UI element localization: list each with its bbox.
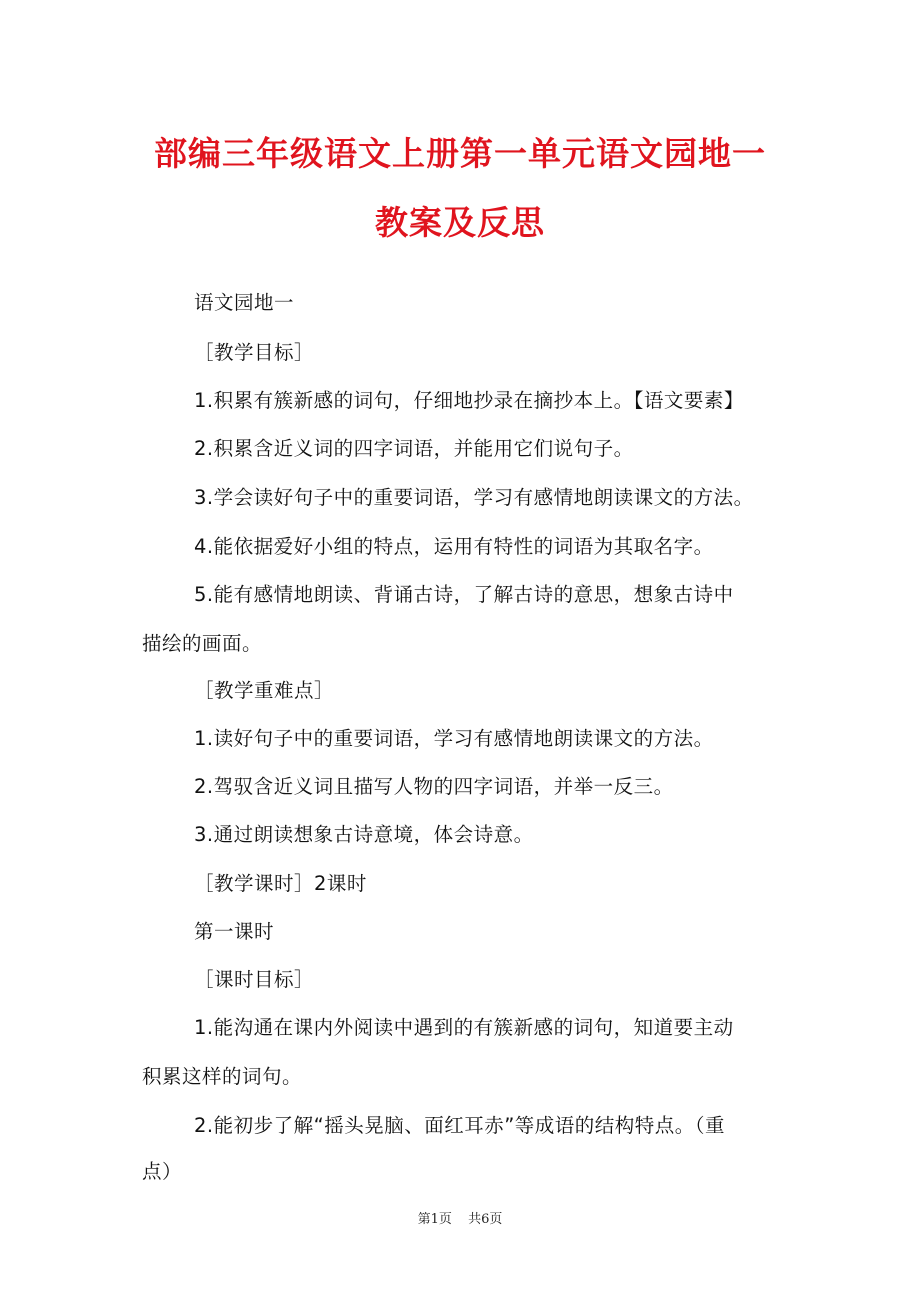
document-title-line-1: 部编三年级语文上册第一单元语文园地一 — [154, 134, 766, 173]
page-total: 共6页 — [468, 1212, 503, 1227]
objective-item-1: 1.积累有簇新感的词句，仔细地抄录在摘抄本上。【语文要素】 — [194, 389, 744, 412]
objective-item-5: 5.能有感情地朗读、背诵古诗，了解古诗的意思，想象古诗中 — [194, 583, 734, 606]
page-footer — [0, 1208, 920, 1227]
lesson-objectives-heading: ［课时目标］ — [194, 968, 315, 991]
objective-item-4: 4.能依据爱好小组的特点，运用有特性的词语为其取名字。 — [194, 535, 714, 558]
class-hours: ［教学课时］2课时 — [194, 872, 367, 895]
objectives-heading: ［教学目标］ — [194, 341, 315, 364]
key-points-heading: ［教学重难点］ — [194, 679, 335, 702]
key-point-item-3: 3.通过朗读想象古诗意境，体会诗意。 — [194, 823, 534, 846]
objective-item-3: 3.学会读好句子中的重要词语，学习有感情地朗读课文的方法。 — [194, 486, 754, 509]
lesson-objective-item-2: 2.能初步了解“摇头晃脑、面红耳赤”等成语的结构特点。（重 — [194, 1114, 726, 1137]
objective-item-5-continued: 描绘的画面。 — [142, 632, 263, 655]
objective-item-2: 2.积累含近义词的四字词语，并能用它们说句子。 — [194, 437, 634, 460]
key-point-item-1: 1.读好句子中的重要词语，学习有感情地朗读课文的方法。 — [194, 727, 714, 750]
lesson-objective-item-1-continued: 积累这样的词句。 — [142, 1065, 303, 1088]
document-title-line-2: 教案及反思 — [375, 203, 545, 242]
lesson-objective-item-1: 1.能沟通在课内外阅读中遇到的有簇新感的词句，知道要主动 — [194, 1016, 734, 1039]
lesson-objective-item-2-continued: 点） — [142, 1160, 183, 1183]
page-current: 第1页 — [417, 1212, 452, 1227]
first-lesson-heading: 第一课时 — [194, 920, 275, 943]
key-point-item-2: 2.驾驭含近义词且描写人物的四字词语，并举一反三。 — [194, 775, 674, 798]
section-name: 语文园地一 — [194, 291, 295, 314]
